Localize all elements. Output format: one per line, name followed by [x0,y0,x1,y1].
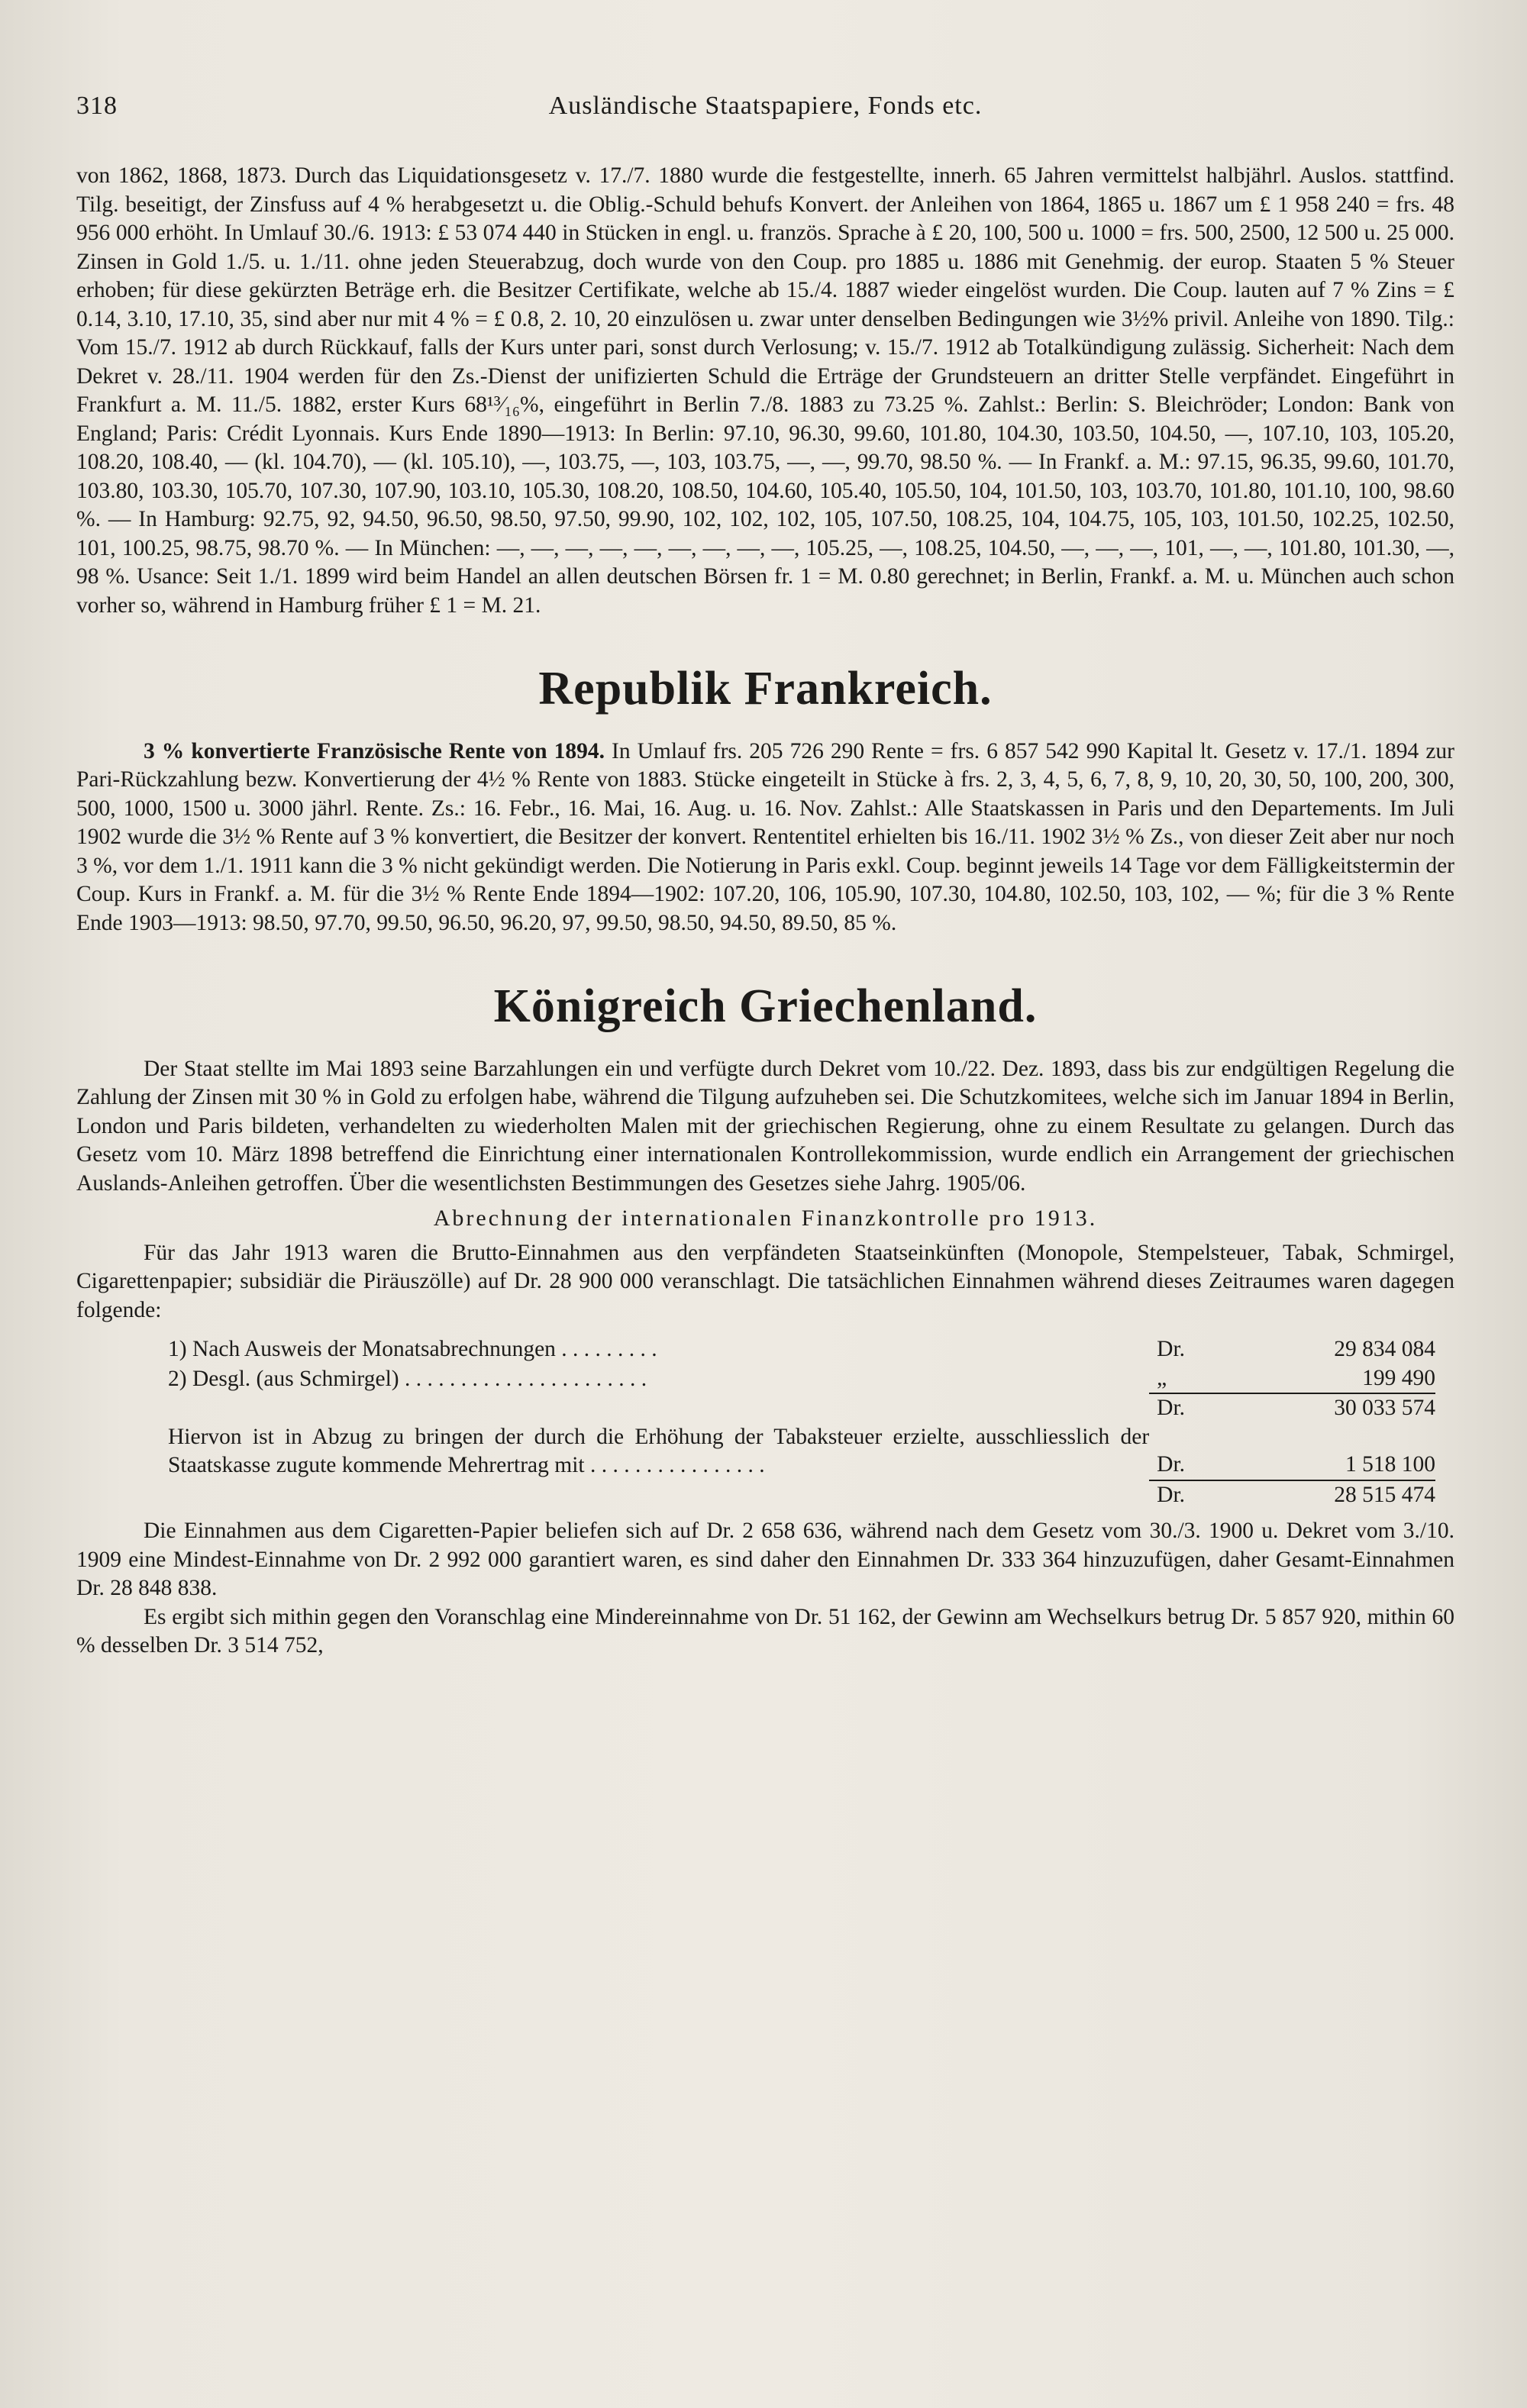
account-total-row [168,1480,1435,1510]
account-row [168,1364,1435,1394]
france-text: In Umlauf frs. 205 726 290 Rente = frs. 6 857 542 990 Kapital lt. Gesetz v. 17./1. 1894 zur Pari-Rückzahlung bezw. Konvertierung der 4½ % Rente von 1883. Stücke eingeteilt in Stücke à frs. 2, 3, 4, 5, 6, 7, 8, 9, 10, 20, 30, 50, 100, 200, 300, 500, 1000, 1500 u. 3000 jährl. Rente. Zs.: 16. Febr., 16. Mai, 16. Aug. u. 16. Nov. Zahlst.: Alle Staatskassen in Paris und den Departements. Im Juli 1902 wurde die 3½ % Rente auf 3 % konvertiert, die Besitzer der konvert. Rententitel erhielten bis 16./11. 1902 3½ % Zs., von dieser Zeit aber nur noch 3 %, vor dem 1./1. 1911 kann die 3 % nicht gekündigt werden. Die Notierung in Paris exkl. Coup. beginnt jeweils 14 Tage vor dem Fälligkeitstermin der Coup. Kurs in Frankf. a. M. für die 3½ % Rente Ende 1894—1902: 107.20, 106, 105.90, 107.30, 104.80, 102.50, 103, 102, — %; für die 3 % Rente Ende 1903—1913: 98.50, 97.70, 99.50, 96.50, 96.20, 97, 99.50, 98.50, 94.50, 89.50, 85 %. [76,738,1454,935]
france-bond-title: 3 % konvertierte Französische Rente von 1894. [144,738,605,763]
greece-paragraph-3: Die Einnahmen aus dem Cigaretten-Papier beliefen sich auf Dr. 2 658 636, während nach dem Gesetz vom 30./3. 1900 u. Dekret vom 3./10. 1909 eine Mindest-Einnahme von Dr. 2 992 000 garantiert waren, es sind daher den Einnahmen Dr. 333 364 hinzuzufügen, daher Gesamt-Einnahmen Dr. 28 848 838. [76,1519,1454,1600]
greece-paragraph-4: Es ergibt sich mithin gegen den Voranschlag eine Mindereinnahme von Dr. 51 162, der Gewinn am Wechselkurs betrug Dr. 5 857 920, mithin 60 % desselben Dr. 3 514 752, [76,1604,1454,1658]
account-subtotal: 30 033 574 [1231,1393,1435,1423]
section-title-greece: Königreich Griechenland. [493,980,1038,1032]
account-label: 1) Nach Ausweis der Monatsabrechnungen . . . . . . . . . [168,1337,657,1361]
account-currency: Dr. [1157,1452,1186,1477]
account-row [168,1423,1435,1480]
intro-paragraph: von 1862, 1868, 1873. Durch das Liquidationsgesetz v. 17./7. 1880 wurde die festgestellte, innerh. 65 Jahren vermittelst halbjährl. Auslos. stattfind. Tilg. beseitigt, der Zinsfuss auf 4 % herabgesetzt u. die Oblig.-Schuld behufs Konvert. der Anleihen von 1864, 1865 u. 1867 um £ 1 958 240 = frs. 48 956 000 erhöht. In Umlauf 30./6. 1913: £ 53 074 440 in Stücken in engl. u. französ. Sprache à £ 20, 100, 500 u. 1000 = frs. 500, 2500, 12 500 u. 25 000. Zinsen in Gold 1./5. u. 1./11. ohne jeden Steuerabzug, doch wurde von den Coup. pro 1885 u. 1886 mit Genehmig. der europ. Staaten 5 % Steuer erhoben; für diese gekürzten Beträge erh. die Besitzer Certifikate, welche ab 15./4. 1887 wieder eingelöst wurden. Die Coup. lauten auf 7 % Zins = £ 0.14, 3.10, 17.10, 35, sind aber nur mit 4 % = £ 0.8, 2. 10, 20 einzulösen u. zwar unter denselben Bedingungen wie 3½% privil. Anleihe von 1890. Tilg.: Vom 15./7. 1912 ab durch Rückkauf, falls der Kurs unter pari, sonst durch Verlosung; v. 15./7. 1912 ab Totalkündigung zulässig. Sicherheit: Nach dem Dekret v. 28./11. 1904 werden für den Zs.-Dienst der unifizierten Schuld die Erträge der Grundsteuern an dritter Stelle verpfändet. Eingeführt in Frankfurt a. M. 11./5. 1882, erster Kurs 68¹³⁄₁₆%, eingeführt in Berlin 7./8. 1883 zu 73.25 %. Zahlst.: Berlin: S. Bleichröder; London: Bank von England; Paris: Crédit Lyonnais. Kurs Ende 1890—1913: In Berlin: 97.10, 96.30, 99.60, 101.80, 104.30, 103.50, 104.50, —, 107.10, 103, 105.20, 108.20, 108.40, — (kl. 104.70), — (kl. 105.10), —, 103.75, —, 103, 103.75, —, —, 99.70, 98.50 %. — In Frankf. a. M.: 97.15, 96.35, 99.60, 101.70, 103.80, 103.30, 105.70, 107.30, 107.90, 103.10, 105.30, 108.20, 108.50, 104.60, 105.40, 105.50, 104, 101.50, 103, 103.70, 101.80, 101.10, 100, 98.60 %. — In Hamburg: 92.75, 92, 94.50, 96.50, 98.50, 97.50, 99.90, 102, 102, 102, 105, 107.50, 108.25, 104, 104.75, 105, 103, 101.50, 102.25, 102.50, 101, 100.25, 98.75, 98.70 %. — In München: —, —, —, —, —, —, —, —, —, 105.25, —, 108.25, 104.50, —, —, —, 101, —, —, 101.80, 101.30, —, 98 %. Usance: Seit 1./1. 1899 wird beim Handel an allen deutschen Börsen fr. 1 = M. 0.80 gerechnet; in Berlin, Frankf. a. M. u. München auch schon vorher so, während in Hamburg früher £ 1 = M. 21. [76,163,1454,618]
page-header [76,92,1454,137]
page-body [76,162,1454,1661]
section-title-france: Republik Frankreich. [538,663,993,715]
account-row [168,1335,1435,1364]
account-total: 28 515 474 [1231,1480,1435,1510]
account-amount: 29 834 084 [1334,1337,1435,1361]
france-paragraph [76,738,1454,938]
account-table [168,1335,1435,1509]
account-deduction-label: Hiervon ist in Abzug zu bringen der durch die Erhöhung der Tabaksteuer erzielte, ausschliesslich der Staatskasse zugute kommende Mehrertrag mit . . . . . . . . . . . . . . . . [168,1424,1150,1477]
account-amount: 199 490 [1362,1365,1435,1390]
greece-paragraph-1: Der Staat stellte im Mai 1893 seine Barzahlungen ein und verfügte durch Dekret vom 10./22. Dez. 1893, dass bis zur endgültigen Regelung die Zahlung der Zinsen mit 30 % in Gold zu erfolgen habe, während die Tilgung aufzuheben sei. Die Schutzkomitees, welche sich im Januar 1894 in Berlin, London und Paris bildeten, verhandelten zu wiederholten Malen mit der griechischen Regierung, ohne zu einem Resultate zu gelangen. Durch das Gesetz vom 10. März 1898 betreffend die Einrichtung einer internationalen Kontrollekommission, wurde endlich ein Arrangement der griechischen Auslands-Anleihen getroffen. Über die wesentlichsten Bestimmungen des Gesetzes siehe Jahrg. 1905/06. [76,1056,1454,1196]
greece-subheading: Abrechnung der internationalen Finanzkontrolle pro 1913. [433,1206,1098,1231]
account-currency: Dr. [1157,1337,1186,1361]
greece-paragraph-2: Für das Jahr 1913 waren die Brutto-Einnahmen aus den verpfändeten Staatseinkünften (Monopole, Stempelsteuer, Tabak, Schmirgel, Cigarettenpapier; subsidiär die Piräuszölle) auf Dr. 28 900 000 veranschlagt. Die tatsächlichen Einnahmen während dieses Zeitraumes waren dagegen folgende: [76,1240,1454,1322]
running-title: Ausländische Staatspapiere, Fonds etc. [548,92,983,120]
account-label: 2) Desgl. (aus Schmirgel) . . . . . . . . . . . . . . . . . . . . . . [168,1366,647,1391]
account-currency: Dr. [1149,1480,1231,1510]
page-number: 318 [76,92,118,120]
account-currency: „ [1157,1365,1167,1390]
account-subtotal-row [168,1393,1435,1423]
account-amount: 1 518 100 [1345,1452,1435,1477]
account-currency: Dr. [1149,1393,1231,1423]
